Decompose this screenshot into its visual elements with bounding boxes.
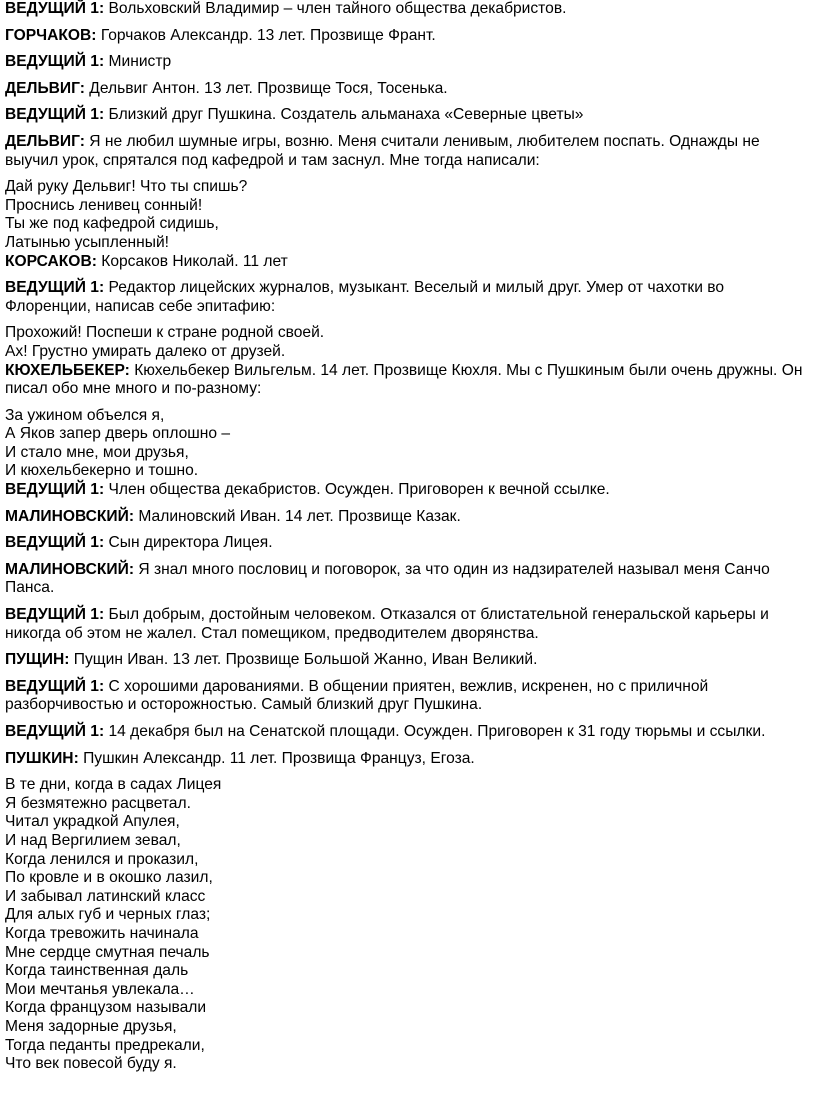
dialogue-line	[5, 362, 811, 399]
dialogue-text: С хорошими дарованиями. В общении приятен, вежлив, искренен, но с приличной разборчивостью и осторожностью. Самый близкий друг Пушкина.	[5, 677, 709, 714]
verse-line: Тогда педанты предрекали,	[5, 1036, 205, 1054]
dialogue-line	[5, 750, 811, 769]
dialogue-text: Кюхельбекер Вильгельм. 14 лет. Прозвище Кюхля. Мы с Пушкиным были очень дружны. Он писал обо мне много и по-разному:	[5, 361, 803, 398]
verse-line: По кровле и в окошко лазил,	[5, 869, 213, 887]
dialogue-line	[5, 606, 811, 643]
dialogue-line	[5, 253, 811, 272]
verse-line: И стало мне, мои друзья,	[5, 443, 189, 461]
speaker-name: ПУЩИН:	[5, 651, 70, 669]
verse-line: Ах! Грустно умирать далеко от друзей.	[5, 342, 286, 360]
verse-line: В те дни, когда в садах Лицея	[5, 776, 222, 794]
speaker-name: ВЕДУЩИЙ 1:	[5, 723, 105, 740]
verse-line: Меня задорные друзья,	[5, 1017, 177, 1035]
verse-line: Читал украдкой Апулея,	[5, 813, 180, 831]
speaker-name: ВЕДУЩИЙ 1:	[5, 606, 105, 624]
verse-line: Латынью усыпленный!	[5, 233, 169, 251]
verse-line: Мне сердце смутная печаль	[5, 943, 210, 961]
verse-line: Когда французом называли	[5, 999, 207, 1017]
verse-line: Что век повесой буду я.	[5, 1055, 177, 1073]
verse-line: Когда таинственная даль	[5, 962, 189, 980]
verse-line: И кюхельбекерно и тошно.	[5, 462, 199, 480]
verse-block	[5, 776, 811, 1074]
dialogue-line	[5, 723, 811, 742]
verse-line: А Яков запер дверь оплошно –	[5, 425, 231, 443]
verse-block	[5, 324, 811, 361]
verse-line: Проснись ленивец сонный!	[5, 196, 203, 214]
speaker-name: ВЕДУЩИЙ 1:	[5, 534, 105, 552]
dialogue-text: Пущин Иван. 13 лет. Прозвище Большой Жанно, Иван Великий.	[69, 651, 538, 669]
verse-line: Мои мечтанья увлекала…	[5, 980, 195, 998]
dialogue-line	[5, 561, 811, 598]
dialogue-text: Министр	[104, 53, 172, 71]
verse-block	[5, 178, 811, 252]
speaker-name: ВЕДУЩИЙ 1:	[5, 481, 105, 499]
dialogue-text: Малиновский Иван. 14 лет. Прозвище Казак.	[134, 507, 461, 525]
dialogue-text: Я не любил шумные игры, возню. Меня считали ленивым, любителем поспать. Однажды не выучил урок, спрятался под кафедрой и там заснул. Мне тогда написали:	[5, 132, 760, 169]
dialogue-text: Вольховский Владимир – член тайного общества декабристов.	[104, 0, 567, 17]
speaker-name: МАЛИНОВСКИЙ:	[5, 507, 135, 525]
speaker-name: КЮХЕЛЬБЕКЕР:	[5, 361, 130, 379]
dialogue-line	[5, 508, 811, 527]
dialogue-line	[5, 80, 811, 99]
speaker-name: ВЕДУЩИЙ 1:	[5, 53, 105, 71]
dialogue-text: Близкий друг Пушкина. Создатель альманаха «Северные цветы»	[104, 106, 584, 124]
verse-line: И забывал латинский класс	[5, 887, 206, 905]
speaker-name: ПУШКИН:	[5, 749, 79, 767]
dialogue-text: Сын директора Лицея.	[104, 534, 273, 552]
verse-block	[5, 407, 811, 481]
dialogue-line	[5, 133, 811, 170]
speaker-name: ГОРЧАКОВ:	[5, 26, 97, 44]
dialogue-text: Был добрым, достойным человеком. Отказался от блистательной генеральской карьеры и никогда об этом не жалел. Стал помещиком, предводителем дворянства.	[5, 606, 769, 642]
verse-line: Ты же под кафедрой сидишь,	[5, 215, 219, 233]
dialogue-line	[5, 0, 811, 19]
verse-line: Дай руку Дельвиг! Что ты спишь?	[5, 178, 248, 196]
verse-line: Прохожий! Поспеши к стране родной своей.	[5, 324, 325, 342]
dialogue-line	[5, 27, 811, 46]
dialogue-line	[5, 279, 811, 316]
verse-line: Когда тревожить начинала	[5, 924, 199, 942]
speaker-name: ВЕДУЩИЙ 1:	[5, 279, 105, 297]
document-body	[5, 0, 811, 1074]
dialogue-line	[5, 678, 811, 715]
dialogue-text: 14 декабря был на Сенатской площади. Осужден. Приговорен к 31 году тюрьмы и ссылки.	[104, 723, 766, 740]
verse-line: Я безмятежно расцветал.	[5, 794, 191, 812]
dialogue-line	[5, 481, 811, 500]
verse-line: Когда ленился и проказил,	[5, 850, 199, 868]
speaker-name: ВЕДУЩИЙ 1:	[5, 0, 105, 17]
verse-line: И над Вергилием зевал,	[5, 831, 181, 849]
verse-line: За ужином объелся я,	[5, 406, 165, 424]
dialogue-line	[5, 534, 811, 553]
dialogue-text: Горчаков Александр. 13 лет. Прозвище Франт.	[96, 26, 436, 44]
speaker-name: МАЛИНОВСКИЙ:	[5, 560, 135, 578]
dialogue-text: Редактор лицейских журналов, музыкант. Веселый и милый друг. Умер от чахотки во Флоренции, написав себе эпитафию:	[5, 279, 725, 315]
dialogue-line	[5, 53, 811, 72]
dialogue-text: Пушкин Александр. 11 лет. Прозвища Француз, Егоза.	[78, 749, 475, 767]
dialogue-text: Член общества декабристов. Осужден. Приговорен к вечной ссылке.	[104, 481, 610, 499]
speaker-name: ВЕДУЩИЙ 1:	[5, 677, 105, 695]
speaker-name: ДЕЛЬВИГ:	[5, 132, 85, 150]
dialogue-line	[5, 106, 811, 125]
speaker-name: ДЕЛЬВИГ:	[5, 79, 85, 97]
verse-line: Для алых губ и черных глаз;	[5, 906, 211, 924]
dialogue-line	[5, 651, 811, 670]
dialogue-text: Я знал много пословиц и поговорок, за что один из надзирателей называл меня Санчо Панса.	[5, 560, 770, 597]
dialogue-text: Корсаков Николай. 11 лет	[96, 252, 288, 270]
speaker-name: КОРСАКОВ:	[5, 252, 97, 270]
dialogue-text: Дельвиг Антон. 13 лет. Прозвище Тося, Тосенька.	[84, 79, 448, 97]
speaker-name: ВЕДУЩИЙ 1:	[5, 106, 105, 124]
